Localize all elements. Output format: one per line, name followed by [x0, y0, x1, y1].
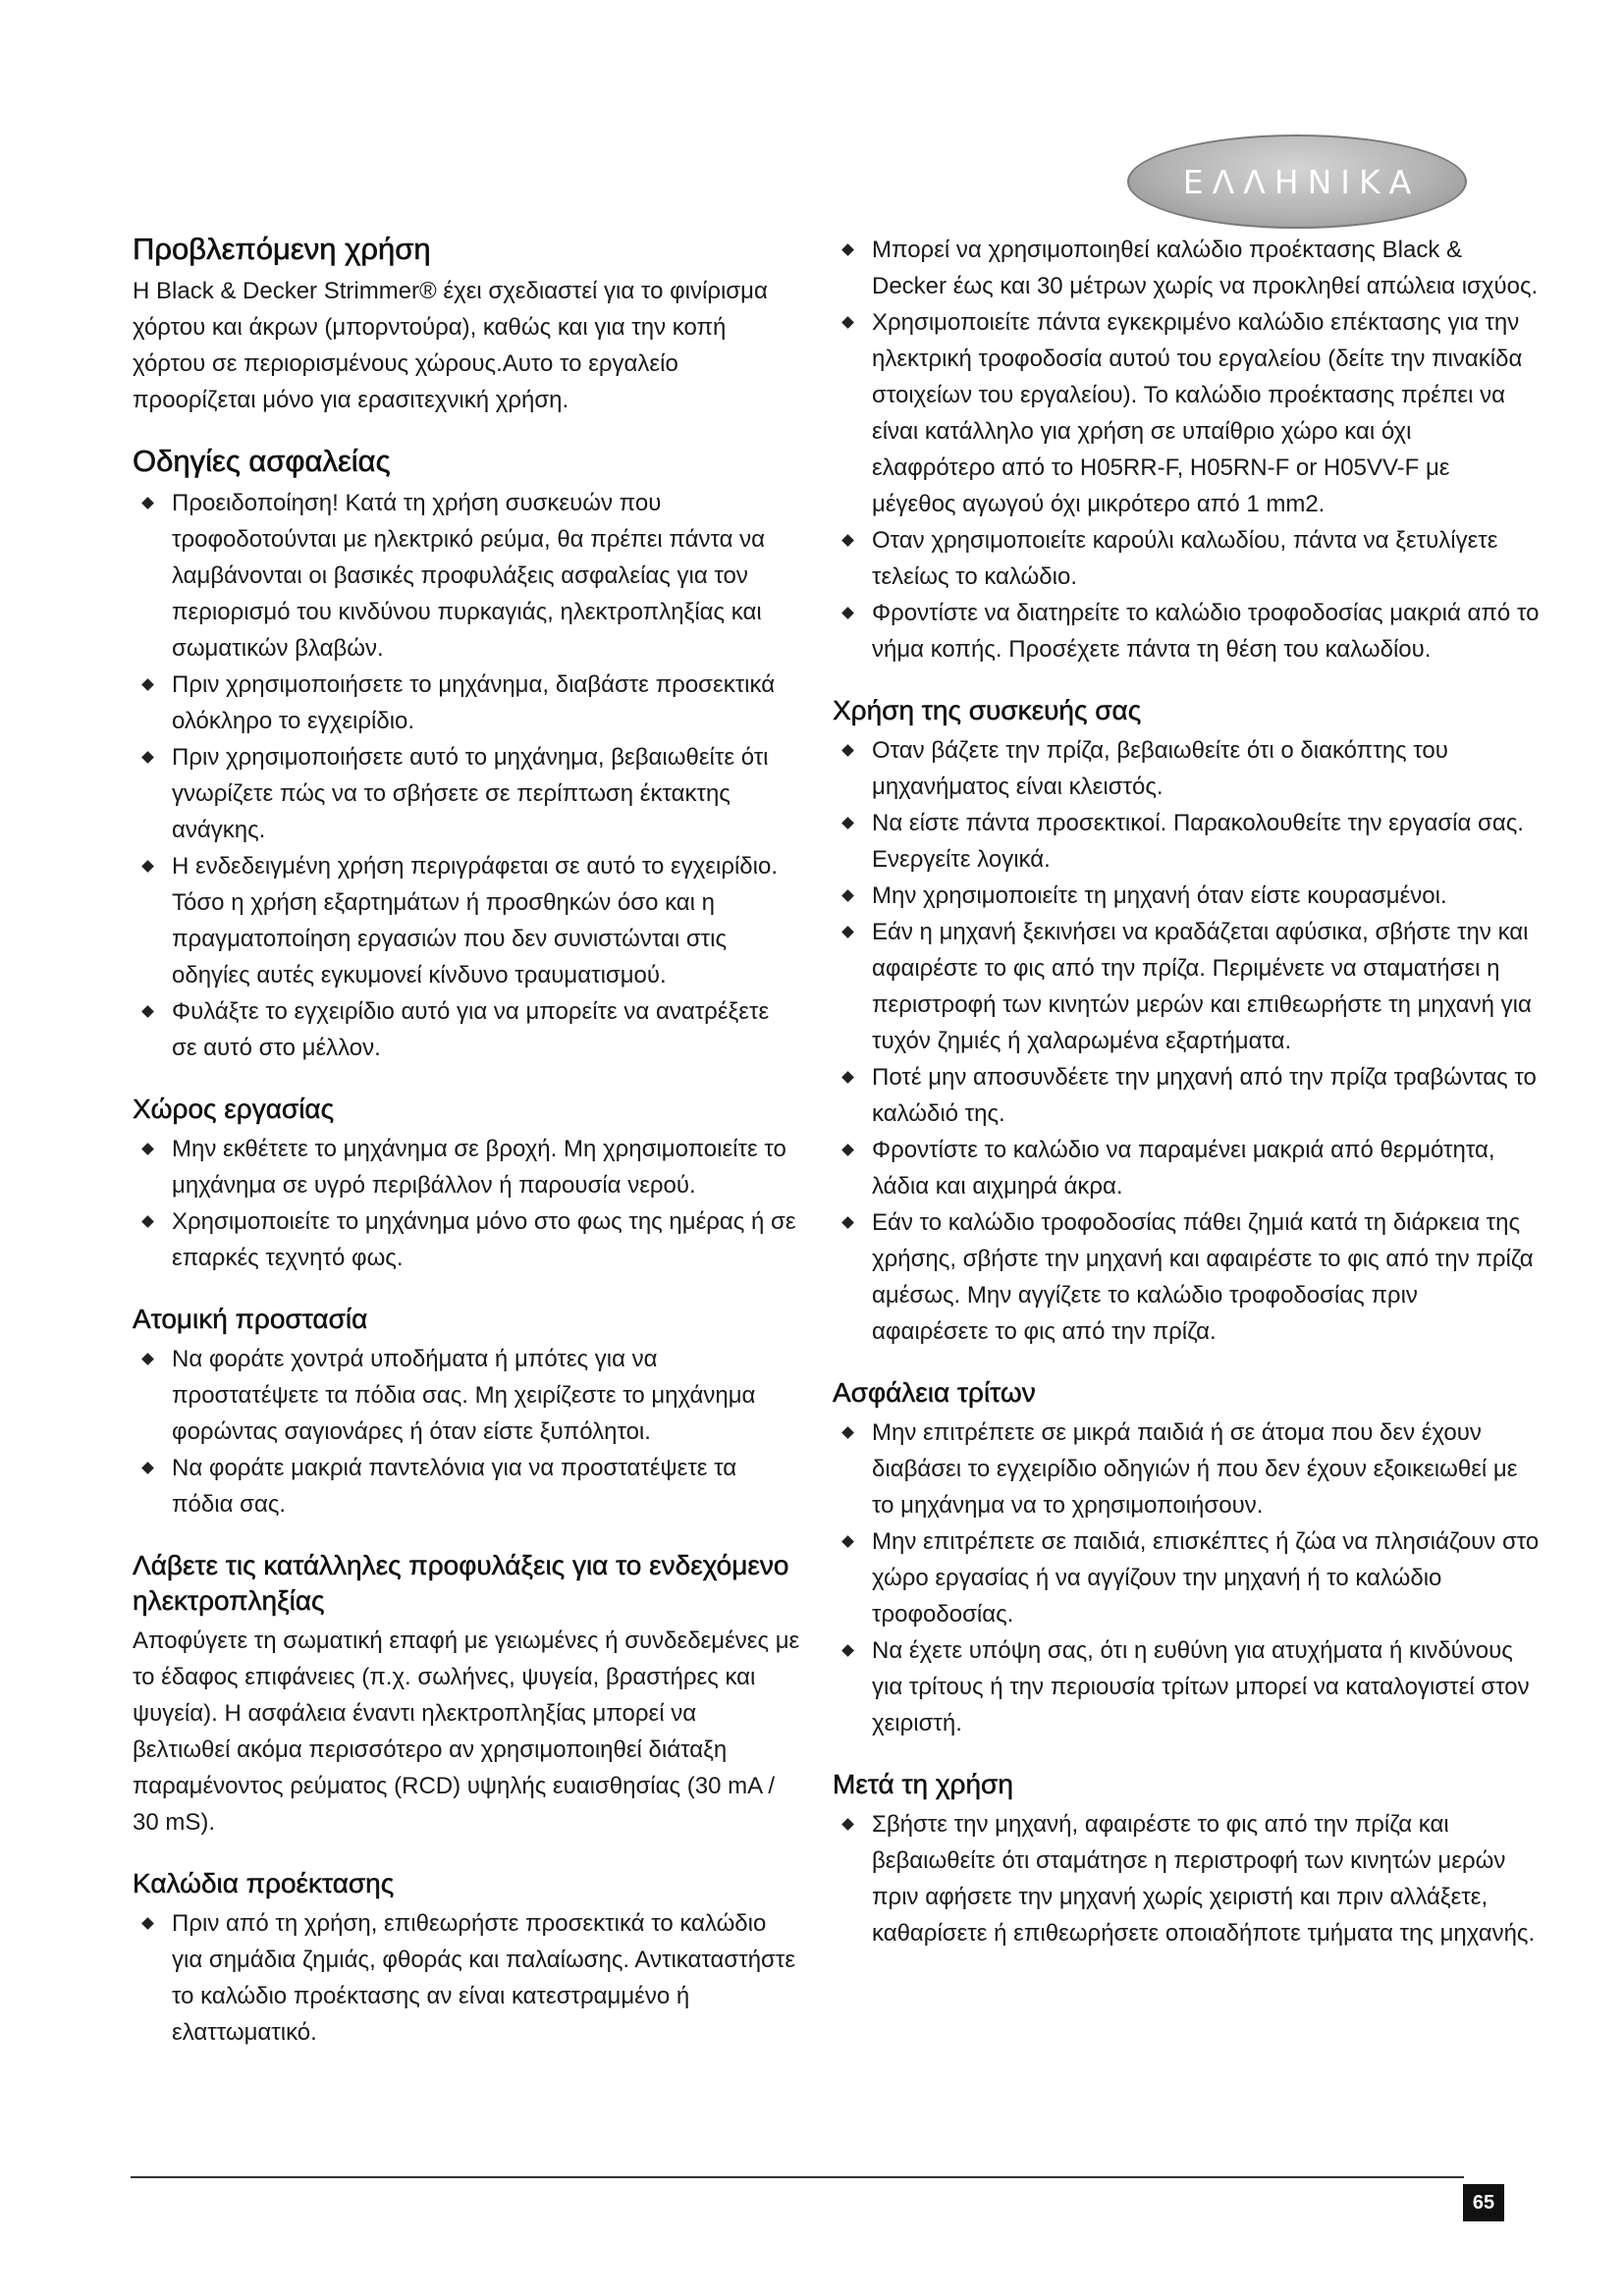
- bullet-list: [833, 232, 1540, 667]
- footer-divider: [131, 2176, 1464, 2178]
- diamond-bullet-icon: [841, 1426, 854, 1439]
- list-item: [833, 1806, 1540, 1951]
- list-item: [833, 304, 1540, 522]
- list-item: [833, 1632, 1540, 1741]
- bullet-list: [833, 732, 1540, 1350]
- list-item: [833, 1059, 1540, 1132]
- diamond-bullet-icon: [841, 1535, 854, 1548]
- section-electric-shock: [133, 1548, 800, 1841]
- list-item: [833, 232, 1540, 304]
- list-item-text: Φυλάξτε το εγχειρίδιο αυτό για να μπορείτε να ανατρέξετε σε αυτό στο μέλλον.: [172, 998, 770, 1061]
- list-item-text: Να είστε πάντα προσεκτικοί. Παρακολουθείτε την εργασία σας. Ενεργείτε λογικά.: [872, 810, 1524, 873]
- language-label: ΕΛΛΗΝΙΚΑ: [1182, 162, 1421, 201]
- list-item-text: Μην επιτρέπετε σε μικρά παιδιά ή σε άτομα που δεν έχουν διαβάσει το εγχειρίδιο οδηγιών ή που δεν έχουν εξοικειωθεί με το μηχάνημα να το χρησιμοποιήσουν.: [872, 1419, 1518, 1519]
- list-item-text: Μην επιτρέπετε σε παιδιά, επισκέπτες ή ζώα να πλησιάζουν στο χώρο εργασίας ή να αγγίζουν την μηχανή ή το καλώδιο τροφοδοσίας.: [872, 1528, 1540, 1628]
- list-item-text: Να έχετε υπόψη σας, ότι η ευθύνη για ατυχήματα ή κινδύνους για τρίτους ή την περιουσία τρίτων μπορεί να καταλογιστεί στον χειριστή.: [872, 1637, 1530, 1736]
- list-item: [833, 595, 1540, 667]
- section-title: Καλώδια προέκτασης: [133, 1868, 395, 1898]
- diamond-bullet-icon: [841, 1644, 854, 1657]
- list-item-text: Χρησιμοποιείτε πάντα εγκεκριμένο καλώδιο επέκτασης για την ηλεκτρική τροφοδοσία αυτού του εργαλείου (δείτε την πινακίδα στοιχείων του εργαλείου). Το καλώδιο προέκτασης πρέπει να είναι κατάλληλο για χρήση σε υπαίθριο χώρο και όχι ελαφρότερο από το H05RR-F, H05RN-F or H05VV-F με μέγεθος αγωγού όχι μικρότερο από 1 mm2.: [872, 309, 1523, 517]
- list-item: [133, 485, 800, 667]
- list-item: [133, 848, 800, 993]
- list-item-text: Ποτέ μην αποσυνδέετε την μηχανή από την πρίζα τραβώντας το καλώδιό της.: [872, 1064, 1537, 1127]
- diamond-bullet-icon: [141, 1005, 154, 1018]
- list-item: [833, 805, 1540, 878]
- list-item: [833, 522, 1540, 595]
- section-title: Ασφάλεια τρίτων: [833, 1377, 1036, 1408]
- diamond-bullet-icon: [841, 243, 854, 256]
- bullet-list: [133, 485, 800, 1066]
- diamond-bullet-icon: [841, 316, 854, 329]
- diamond-bullet-icon: [141, 1917, 154, 1930]
- section-title: Χώρος εργασίας: [133, 1094, 335, 1124]
- section-extension-continued: [833, 232, 1540, 667]
- list-item: [133, 667, 800, 739]
- diamond-bullet-icon: [141, 1462, 154, 1474]
- bullet-list: [133, 1905, 800, 2051]
- list-item-text: Οταν βάζετε την πρίζα, βεβαιωθείτε ότι ο διακόπτης του μηχανήματος είναι κλειστός.: [872, 737, 1448, 800]
- list-item-text: Μην χρησιμοποιείτε τη μηχανή όταν είστε κουρασμένοι.: [872, 882, 1447, 909]
- list-item: [833, 878, 1540, 914]
- list-item: [133, 993, 800, 1066]
- diamond-bullet-icon: [841, 1818, 854, 1831]
- section-safety: [133, 444, 800, 1066]
- section-third-party-safety: [833, 1375, 1540, 1741]
- bullet-list: [833, 1415, 1540, 1741]
- list-item: [133, 1131, 800, 1203]
- diamond-bullet-icon: [141, 1353, 154, 1365]
- section-intended-use: [133, 232, 800, 418]
- section-extension-cables: [133, 1866, 800, 2051]
- list-item: [133, 1450, 800, 1522]
- list-item: [833, 1204, 1540, 1350]
- section-after-use: [833, 1767, 1540, 1951]
- diamond-bullet-icon: [141, 751, 154, 764]
- list-item-text: Να φοράτε μακριά παντελόνια για να προστατέψετε τα πόδια σας.: [172, 1455, 737, 1518]
- diamond-bullet-icon: [841, 744, 854, 757]
- diamond-bullet-icon: [141, 1143, 154, 1155]
- language-badge: [1127, 134, 1467, 229]
- section-paragraph: H Black & Decker Strimmer® έχει σχεδιαστεί για το φινίρισμα χόρτου και άκρων (μπορντούρα), καθώς και για την κοπή χόρτου σε περιορισμένους χώρους.Αυτο το εργαλείο προορίζεται μόνο για ερασιτεχνική χρήση.: [133, 278, 768, 413]
- diamond-bullet-icon: [841, 889, 854, 902]
- list-item-text: Πριν από τη χρήση, επιθεωρήστε προσεκτικά το καλώδιο για σημάδια ζημιάς, φθοράς και παλαίωσης. Αντικαταστήστε το καλώδιο προέκτασης αν είναι κατεστραμμένο ή ελαττωματικό.: [172, 1910, 796, 2046]
- list-item: [133, 1203, 800, 1276]
- diamond-bullet-icon: [841, 817, 854, 829]
- section-title: Ατομική προστασία: [133, 1304, 368, 1334]
- section-title: Μετά τη χρήση: [833, 1769, 1013, 1799]
- list-item: [833, 1523, 1540, 1632]
- section-title: Χρήση της συσκευής σας: [833, 695, 1142, 725]
- section-using-appliance: [833, 693, 1540, 1350]
- section-work-area: [133, 1092, 800, 1276]
- section-title: Προβλεπόμενη χρήση: [133, 232, 431, 266]
- list-item: [833, 1132, 1540, 1204]
- list-item: [133, 739, 800, 848]
- bullet-list: [833, 1806, 1540, 1951]
- section-personal-protection: [133, 1302, 800, 1522]
- list-item-text: Οταν χρησιμοποιείτε καρούλι καλωδίου, πάντα να ξετυλίγετε τελείως το καλώδιο.: [872, 527, 1498, 590]
- diamond-bullet-icon: [841, 1216, 854, 1229]
- diamond-bullet-icon: [841, 534, 854, 547]
- diamond-bullet-icon: [841, 1071, 854, 1084]
- list-item-text: Η ενδεδειγμένη χρήση περιγράφεται σε αυτό το εγχειρίδιο. Τόσο η χρήση εξαρτημάτων ή προσθηκών όσο και η πραγματοποίηση εργασιών που δεν συνιστώνται στις οδηγίες αυτές εγκυμονεί κίνδυνο τραυματισμού.: [172, 853, 779, 988]
- left-column: [133, 232, 800, 2076]
- page-number: 65: [1463, 2184, 1504, 2221]
- list-item: [133, 1341, 800, 1450]
- bullet-list: [133, 1341, 800, 1522]
- list-item: [833, 1415, 1540, 1523]
- diamond-bullet-icon: [841, 1144, 854, 1156]
- list-item: [833, 732, 1540, 805]
- list-item: [133, 1905, 800, 2051]
- diamond-bullet-icon: [841, 607, 854, 619]
- diamond-bullet-icon: [141, 1215, 154, 1228]
- list-item-text: Να φοράτε χοντρά υποδήματα ή μπότες για να προστατέψετε τα πόδια σας. Μη χειρίζεστε το μηχάνημα φορώντας σαγιονάρες ή όταν είστε ξυπόλητοι.: [172, 1346, 756, 1445]
- list-item-text: Φροντίστε να διατηρείτε το καλώδιο τροφοδοσίας μακριά από το νήμα κοπής. Προσέχετε πάντα τη θέση του καλωδίου.: [872, 600, 1540, 663]
- list-item-text: Χρησιμοποιείτε το μηχάνημα μόνο στο φως της ημέρας ή σε επαρκές τεχνητό φως.: [172, 1208, 796, 1271]
- diamond-bullet-icon: [141, 860, 154, 873]
- list-item: [833, 914, 1540, 1059]
- diamond-bullet-icon: [141, 678, 154, 691]
- diamond-bullet-icon: [841, 926, 854, 938]
- list-item-text: Πριν χρησιμοποιήσετε αυτό το μηχάνημα, βεβαιωθείτε ότι γνωρίζετε πώς να το σβήσετε σε περίπτωση έκτακτης ανάγκης.: [172, 744, 769, 843]
- section-title: Οδηγίες ασφαλείας: [133, 444, 391, 478]
- section-paragraph: Αποφύγετε τη σωματική επαφή με γειωμένες ή συνδεδεμένες με το έδαφος επιφάνειες (π.χ. σωλήνες, ψυγεία, βραστήρες και ψυγεία). Η ασφάλεια έναντι ηλεκτροπληξίας μπορεί να βελτιωθεί ακόμα περισσότερο αν χρησιμοποιηθεί διάταξη παραμένοντος ρεύματος (RCD) υψηλής ευαισθησίας (30 mA / 30 mS).: [133, 1628, 800, 1836]
- diamond-bullet-icon: [141, 497, 154, 509]
- list-item-text: Εάν το καλώδιο τροφοδοσίας πάθει ζημιά κατά τη διάρκεια της χρήσης, σβήστε την μηχανή και αφαιρέστε το φις από την πρίζα αμέσως. Μην αγγίζετε το καλώδιο τροφοδοσίας πριν αφαιρέσετε το φις από την πρίζα.: [872, 1209, 1534, 1345]
- section-title: Λάβετε τις κατάλληλες προφυλάξεις για το ενδεχόμενο ηλεκτροπληξίας: [133, 1550, 789, 1616]
- list-item-text: Προειδοποίηση! Κατά τη χρήση συσκευών που τροφοδοτούνται με ηλεκτρικό ρεύμα, θα πρέπει πάντα να λαμβάνονται οι βασικές προφυλάξεις ασφαλείας για τον περιορισμό του κινδύνου πυρκαγιάς, ηλεκτροπληξίας και σωματικών βλαβών.: [172, 490, 766, 662]
- list-item-text: Μην εκθέτετε το μηχάνημα σε βροχή. Μη χρησιμοποιείτε το μηχάνημα σε υγρό περιβάλλον ή παρουσία νερού.: [172, 1136, 786, 1199]
- bullet-list: [133, 1131, 800, 1276]
- right-column: [833, 232, 1540, 1977]
- list-item-text: Φροντίστε το καλώδιο να παραμένει μακριά από θερμότητα, λάδια και αιχμηρά άκρα.: [872, 1137, 1495, 1200]
- list-item-text: Σβήστε την μηχανή, αφαιρέστε το φις από την πρίζα και βεβαιωθείτε ότι σταμάτησε η περιστροφή των κινητών μερών πριν αφήσετε την μηχανή χωρίς χειριστή και πριν αλλάξετε, καθαρίσετε ή επιθεωρήσετε οποιαδήποτε τμήματα της μηχανής.: [872, 1811, 1536, 1947]
- list-item-text: Μπορεί να χρησιμοποιηθεί καλώδιο προέκτασης Black & Decker έως και 30 μέτρων χωρίς να προκληθεί απώλεια ισχύος.: [872, 237, 1539, 299]
- list-item-text: Πριν χρησιμοποιήσετε το μηχάνημα, διαβάστε προσεκτικά ολόκληρο το εγχειρίδιο.: [172, 671, 776, 734]
- list-item-text: Εάν η μηχανή ξεκινήσει να κραδάζεται αφύσικα, σβήστε την και αφαιρέστε το φις από την πρίζα. Περιμένετε να σταματήσει η περιστροφή των κινητών μερών και επιθεωρήστε τη μηχανή για τυχόν ζημιές ή χαλαρωμένα εξαρτήματα.: [872, 919, 1532, 1054]
